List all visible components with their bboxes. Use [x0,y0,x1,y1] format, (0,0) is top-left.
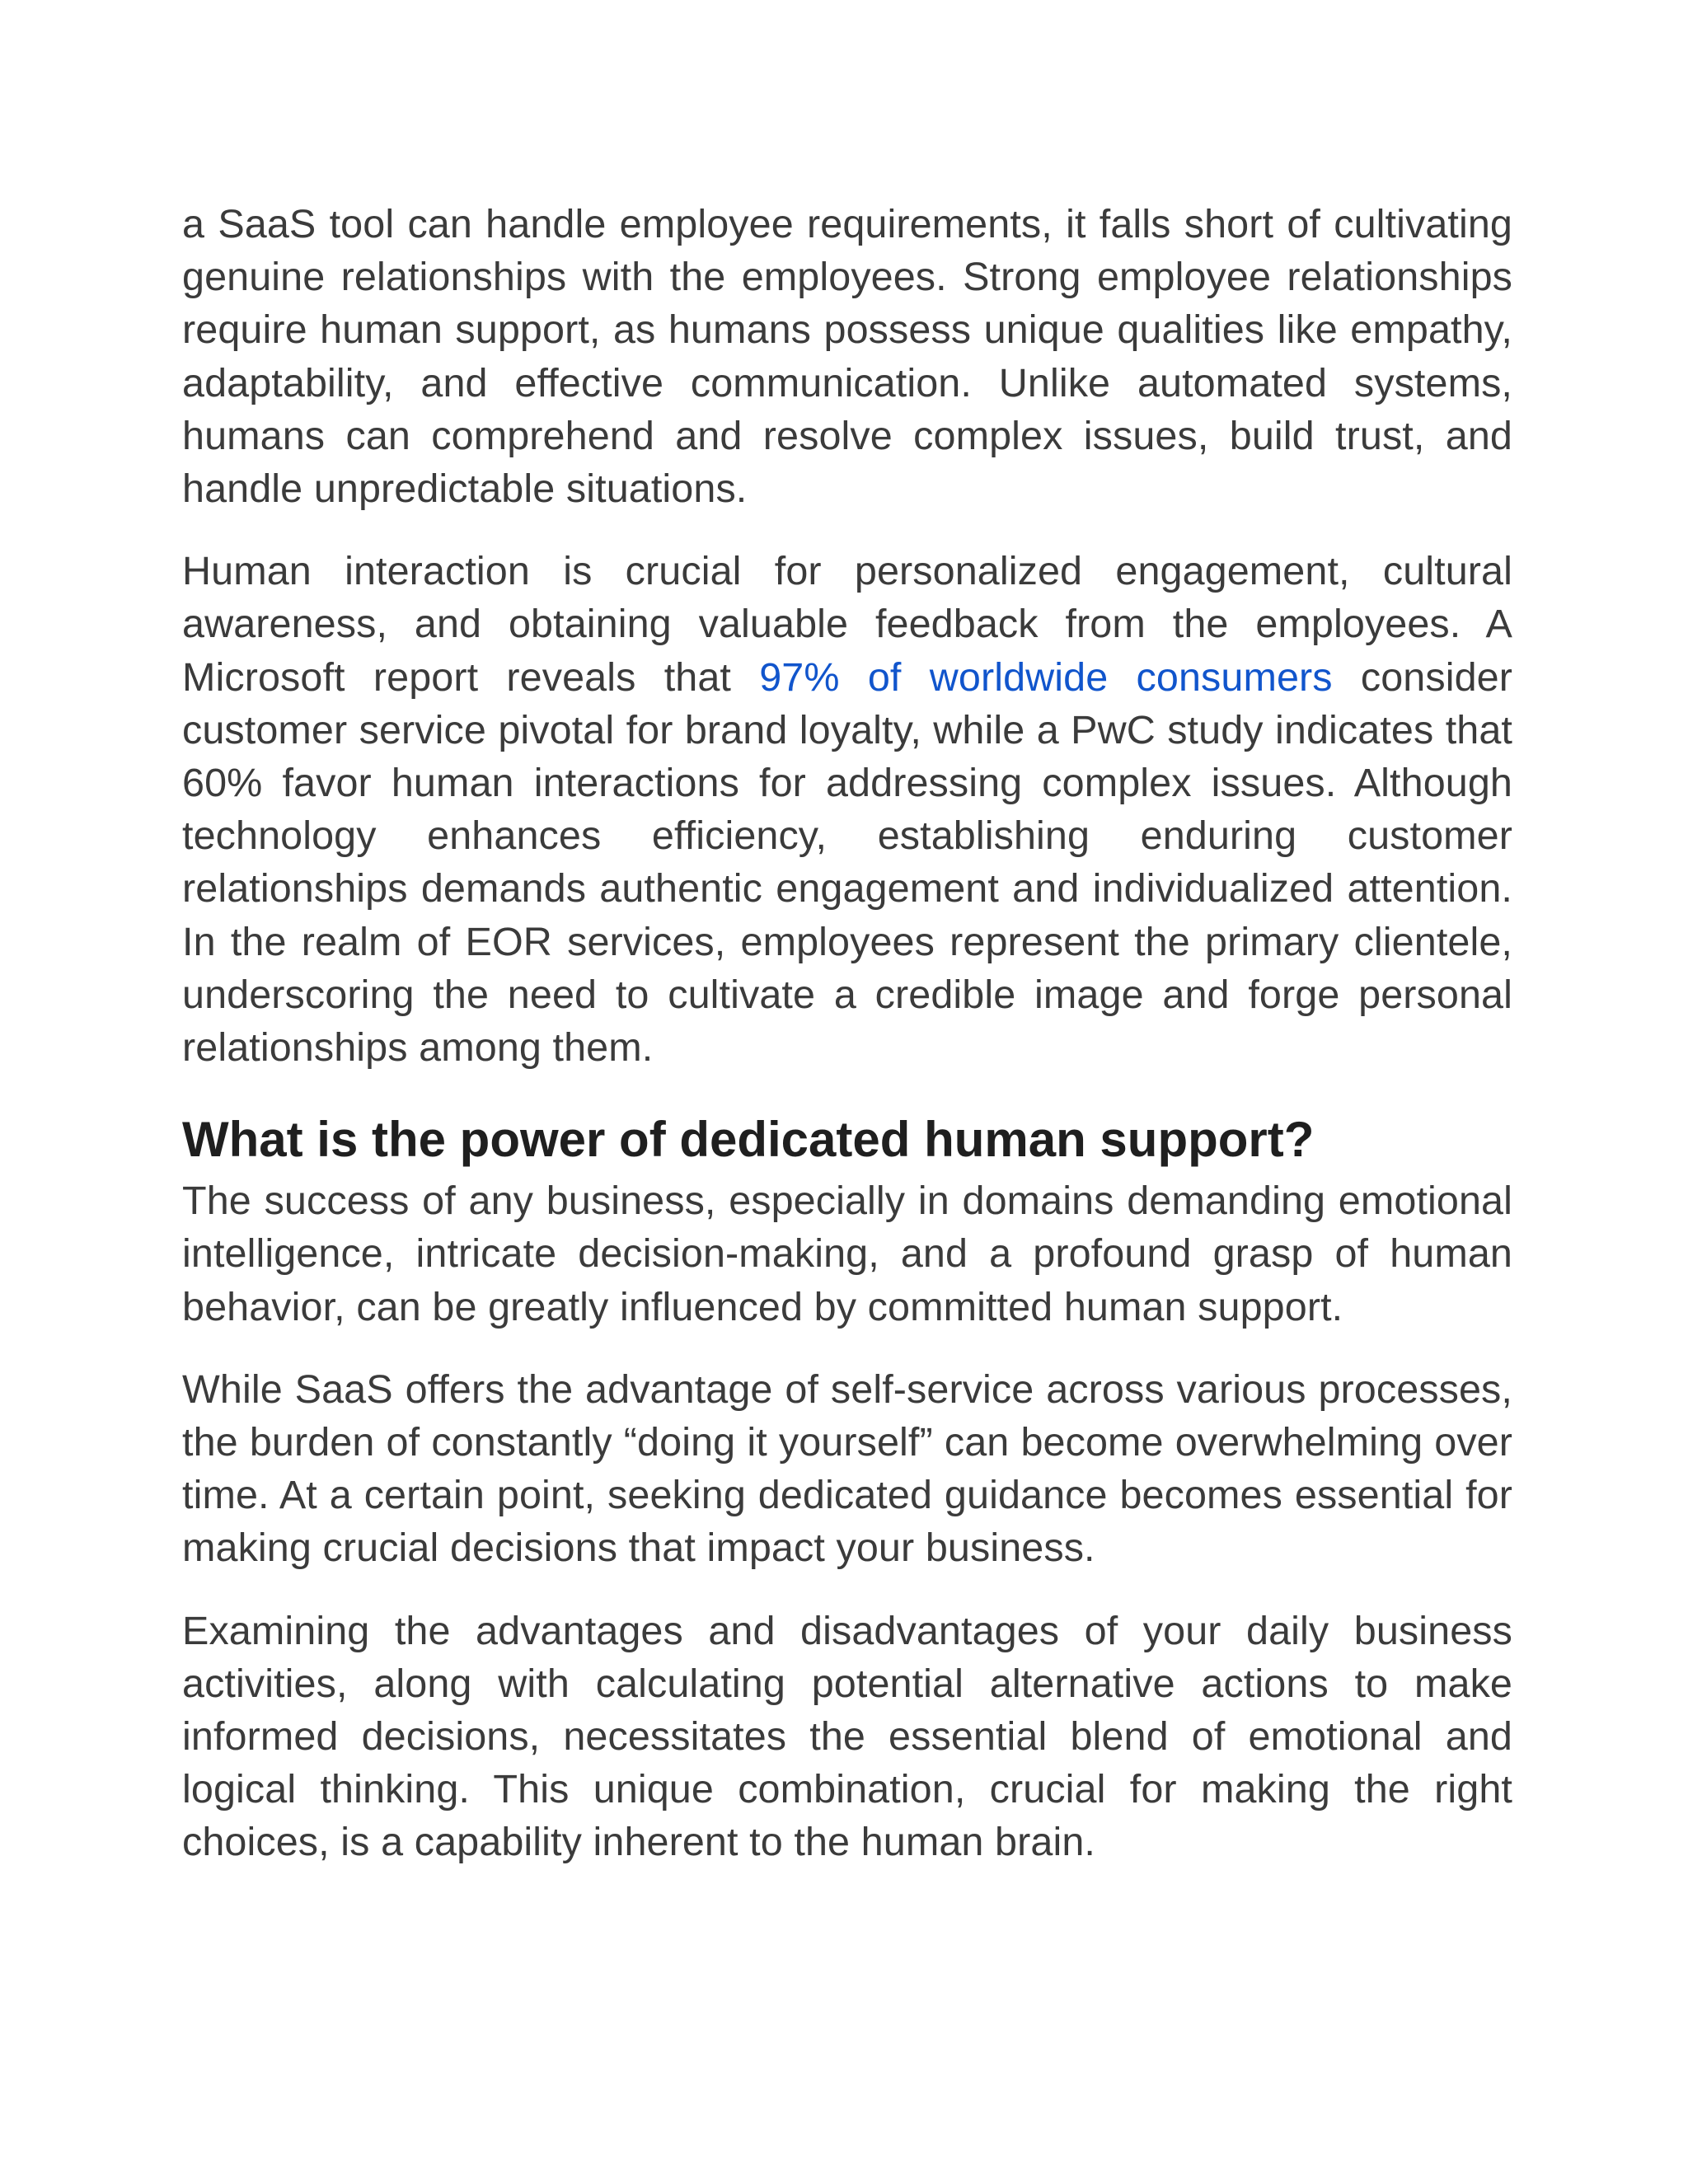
document-page [182,198,1512,1899]
paragraph-self-service: While SaaS offers the advantage of self-service across various processes, the burden of constantly “doing it yourself” can become overwhelming over time. At a certain point, seeking dedicated guidance becomes essential for making crucial decisions that impact your business. [182,1366,1512,1571]
paragraph-human-interaction [182,545,1512,1074]
paragraph-business-success: The success of any business, especially in domains demanding emotional intelligence, intricate decision-making, and a profound grasp of human behavior, can be greatly influenced by committed human support. [182,1179,1512,1329]
paragraph-decision-making: Examining the advantages and disadvantages of your daily business activities, along with calculating potential alternative actions to make informed decisions, necessitates the essential blend of emotional and logical thinking. This unique combination, crucial for making the right choices, is a capability inherent to the human brain. [182,1608,1512,1865]
paragraph-text-after-link: consider customer service pivotal for brand loyalty, while a PwC study indicates that 60% favor human interactions for addressing complex issues. Although technology enhances efficiency, establishing enduring customer relationships demands authentic engagement and individualized attention. In the realm of EOR services, employees represent the primary clientele, underscoring the need to cultivate a credible image and forge personal relationships among them. [182,654,1512,1071]
section-heading: What is the power of dedicated human support? [182,1112,1315,1168]
consumers-statistic-link[interactable]: 97% of worldwide consumers [759,654,1333,700]
paragraph-text-before-link: Human interaction is crucial for personalized engagement, cultural awareness, and obtaining valuable feedback from the employees. A Microsoft report reveals that [182,549,1512,700]
paragraph-saas-relationships: a SaaS tool can handle employee requirements, it falls short of cultivating genuine relationships with the employees. Strong employee relationships require human support, as humans possess unique qualities like empathy, adaptability, and effective communication. Unlike automated systems, humans can comprehend and resolve complex issues, build trust, and handle unpredictable situations. [182,202,1512,512]
